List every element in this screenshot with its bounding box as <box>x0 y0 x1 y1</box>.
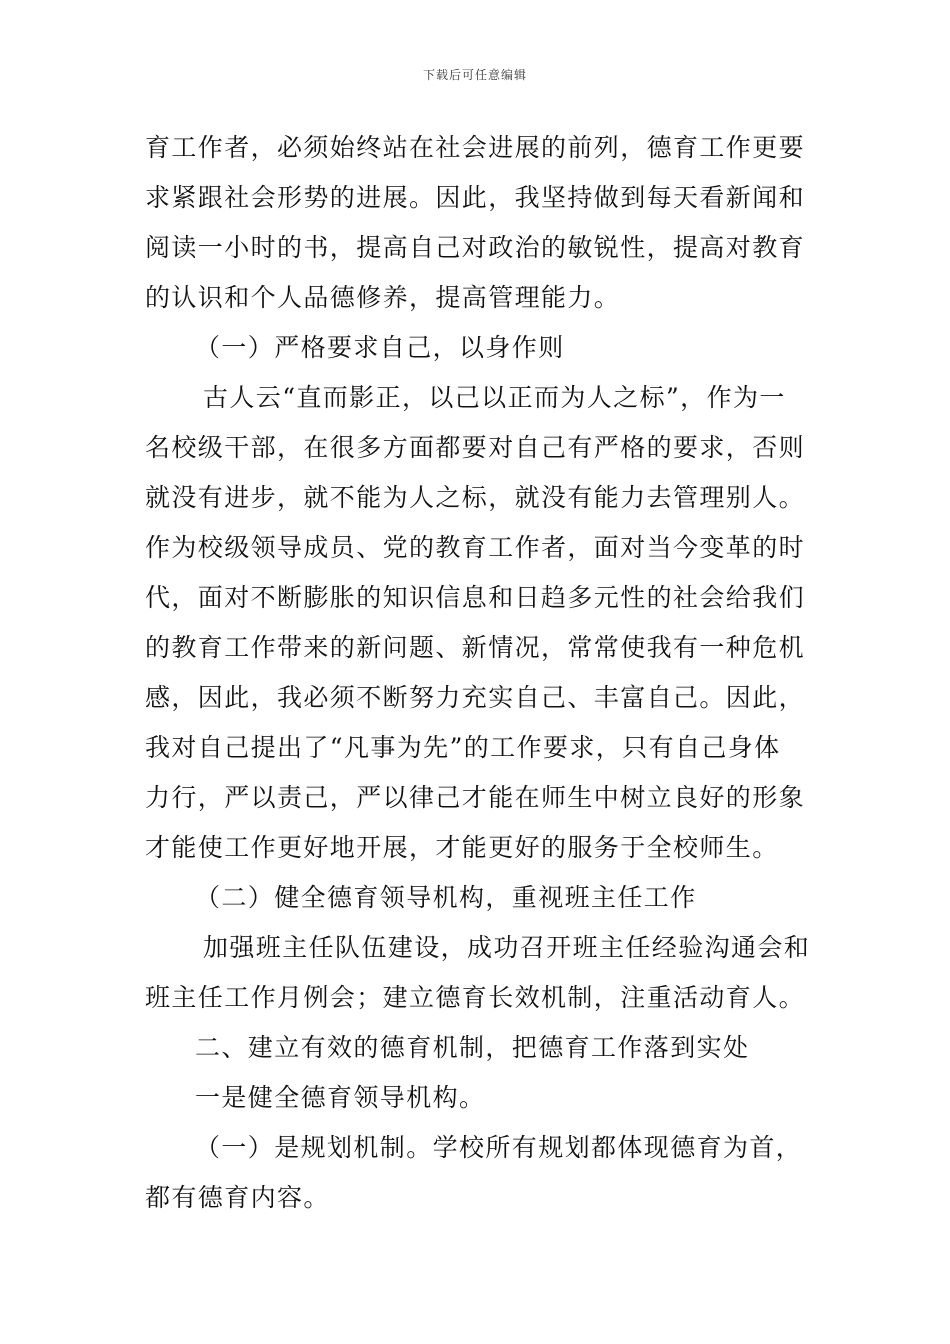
section-heading-2: （二）健全德育领导机构，重视班主任工作 <box>195 883 697 912</box>
paragraph-line-12: 感，因此，我必须不断努力充实自己、丰富自己。因此， <box>145 683 806 712</box>
paragraph-line-8: 就没有进步，就不能为人之标，就没有能力去管理别人。 <box>145 483 806 512</box>
paragraph-line-14: 力行，严以责己，严以律己才能在师生中树立良好的形象 <box>145 783 806 812</box>
paragraph-line-21: （一）是规划机制。学校所有规划都体现德育为首， <box>195 1133 803 1162</box>
section-heading-3: 二、建立有效的德育机制，把德育工作落到实处 <box>195 1033 750 1062</box>
paragraph-line-22: 都有德育内容。 <box>145 1183 330 1212</box>
paragraph-line-7: 名校级干部，在很多方面都要对自己有严格的要求，否则 <box>145 433 806 462</box>
paragraph-line-6: 古人云“直而影正，以己以正而为人之标”，作为一 <box>203 383 786 412</box>
paragraph-line-10: 代，面对不断膨胀的知识信息和日趋多元性的社会给我们 <box>145 583 806 612</box>
paragraph-line-11: 的教育工作带来的新问题、新情况，常常使我有一种危机 <box>145 633 806 662</box>
paragraph-line-9: 作为校级领导成员、党的教育工作者，面对当今变革的时 <box>145 533 806 562</box>
paragraph-line-15: 才能使工作更好地开展，才能更好的服务于全校师生。 <box>145 833 779 862</box>
paragraph-line-2: 求紧跟社会形势的进展。因此，我坚持做到每天看新闻和 <box>145 183 806 212</box>
paragraph-line-13: 我对自己提出了“凡事为先”的工作要求，只有自己身体 <box>145 733 781 762</box>
paragraph-line-18: 班主任工作月例会；建立德育长效机制，注重活动育人。 <box>145 983 806 1012</box>
page-header: 下载后可任意编辑 <box>422 68 527 82</box>
section-heading-1: （一）严格要求自己，以身作则 <box>195 333 565 362</box>
paragraph-line-1: 育工作者，必须始终站在社会进展的前列，德育工作更要 <box>145 133 806 162</box>
paragraph-line-3: 阅读一小时的书，提高自己对政治的敏锐性，提高对教育 <box>145 233 806 262</box>
paragraph-line-17: 加强班主任队伍建设，成功召开班主任经验沟通会和 <box>203 933 811 962</box>
paragraph-line-20: 一是健全德育领导机构。 <box>195 1083 486 1112</box>
paragraph-line-4: 的认识和个人品德修养，提高管理能力。 <box>145 283 621 312</box>
